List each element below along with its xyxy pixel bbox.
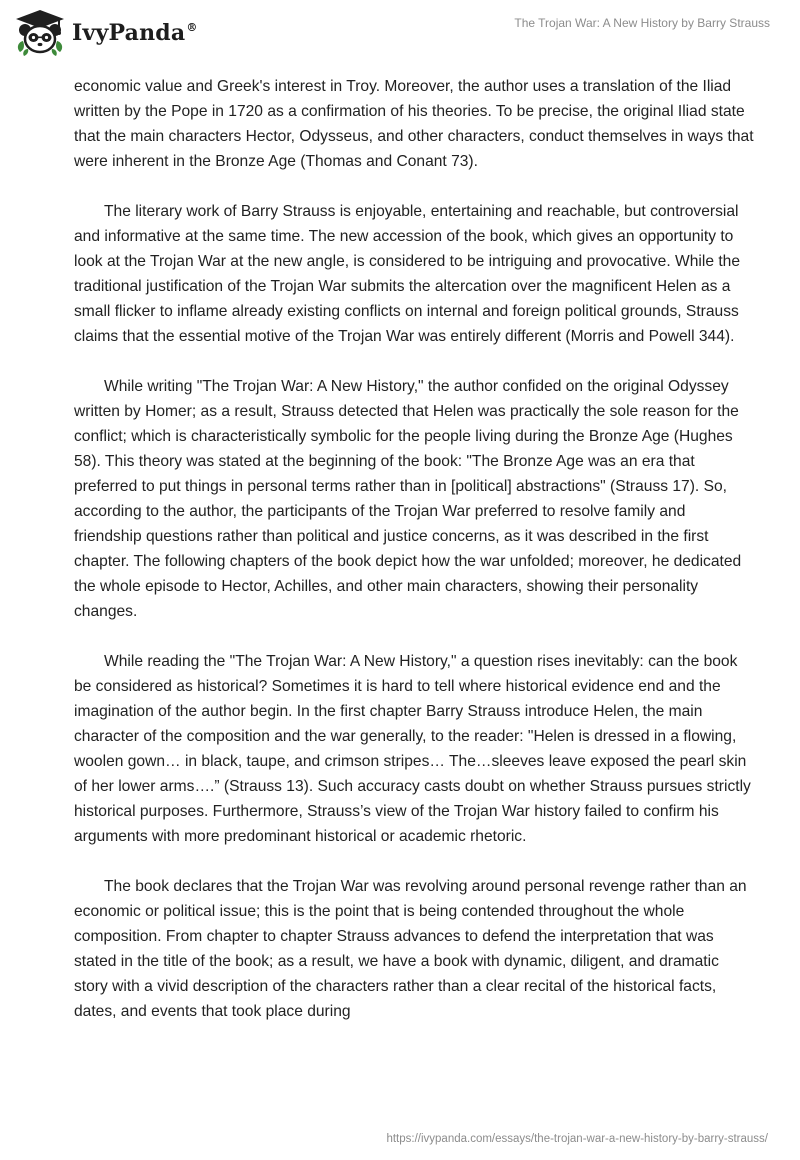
panda-graduation-cap-icon xyxy=(14,8,66,58)
paragraph: The literary work of Barry Strauss is enjoyable, entertaining and reachable, but controversial and informative at the same time. The new accession of the book, which gives an opportunity to look at the Trojan War at the new angle, is considered to be intriguing and provocative. While the traditional justification of the Trojan War submits the altercation over the magnificent Helen as a small flicker to inflame already existing conflicts on internal and foreign political grounds, Strauss claims that the essential motive of the Trojan War was entirely different (Morris and Powell 344). xyxy=(74,203,741,345)
paragraph: economic value and Greek's interest in Troy. Moreover, the author uses a translation of the Iliad written by the Pope in 1720 as a confirmation of his theories. To be precise, the original Iliad state that the main characters Hector, Odysseus, and other characters, conduct themselves in ways that were inherent in the Bronze Age (Thomas and Conant 73). xyxy=(74,78,754,170)
page-header xyxy=(0,0,800,70)
source-url[interactable]: https://ivypanda.com/essays/the-trojan-war-a-new-history-by-barry-strauss/ xyxy=(386,1133,768,1145)
essay-body xyxy=(74,74,754,1049)
paragraph: While writing "The Trojan War: A New History," the author confided on the original Odyssey written by Homer; as a result, Strauss detected that Helen was practically the sole reason for the conflict; which is characteristically symbolic for the people living during the Bronze Age (Hughes 58). This theory was stated at the beginning of the book: "The Bronze Age was an era that preferred to put things in personal terms rather than in [political] abstractions" (Strauss 17). So, according to the author, the participants of the Trojan War preferred to resolve family and friendship questions rather than political and justice concerns, as it was described in the first chapter. The following chapters of the book depict how the war unfolded; moreover, he dedicated the whole episode to Hector, Achilles, and other main characters, showing their personality changes. xyxy=(74,378,742,620)
registered-mark: ® xyxy=(186,21,198,34)
brand-text: IvyPanda xyxy=(72,20,186,46)
ivypanda-logo[interactable] xyxy=(14,8,198,58)
document-title: The Trojan War: A New History by Barry Strauss xyxy=(514,16,770,30)
paragraph: While reading the "The Trojan War: A New History," a question rises inevitably: can the book be considered as historical? Sometimes it is hard to tell where historical evidence end and the imagination of the author begin. In the first chapter Barry Strauss introduce Helen, the main character of the composition and the war generally, to the reader: "Helen is dressed in a flowing, woolen gown… in black, taupe, and crimson stripes… The…sleeves leave exposed the pearl skin of her lower arms….” (Strauss 13). Such accuracy casts doubt on whether Strauss pursues strictly historical purposes. Furthermore, Strauss’s view of the Trojan War history failed to confirm his arguments with more predominant historical or academic rhetoric. xyxy=(74,653,751,845)
brand-name xyxy=(72,20,198,46)
paragraph: The book declares that the Trojan War was revolving around personal revenge rather than an economic or political issue; this is the point that is being contended throughout the whole composition. From chapter to chapter Strauss advances to defend the interpretation that was stated in the title of the book; as a result, we have a book with dynamic, diligent, and dramatic story with a vivid description of the characters rather than a clear recital of the historical facts, dates, and events that took place during xyxy=(74,878,747,1020)
